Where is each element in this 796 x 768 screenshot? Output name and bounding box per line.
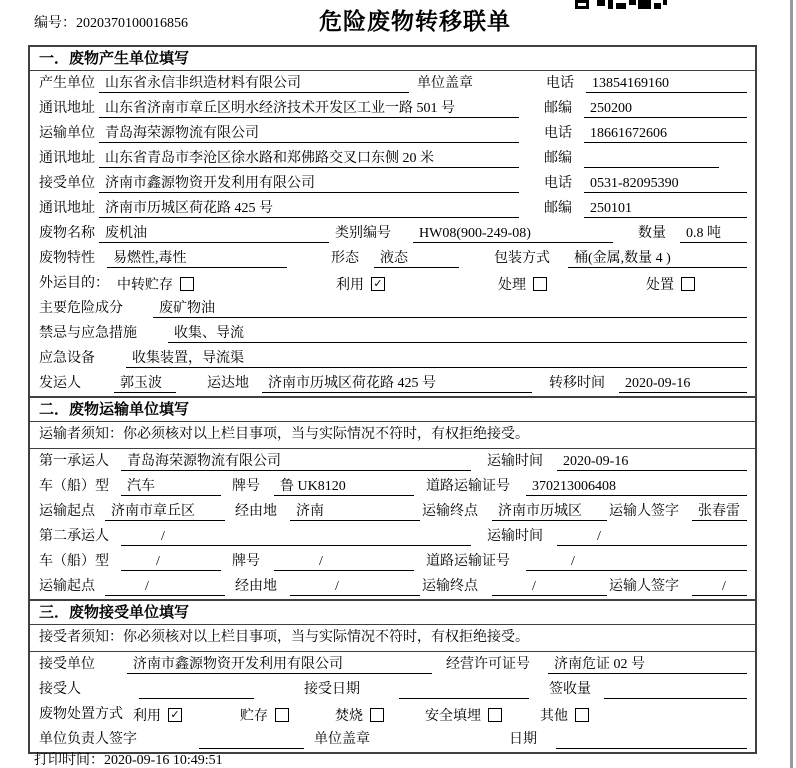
acceptor	[139, 681, 254, 699]
field-label: 邮编	[544, 101, 572, 116]
field-label: 包装方式	[494, 251, 550, 266]
disposal-utilize	[133, 706, 240, 724]
purpose-transfer-storage	[117, 275, 336, 293]
form-row	[30, 221, 755, 246]
purpose-dispose	[646, 275, 695, 293]
transporter-name: 青岛海荣源物流有限公司	[99, 125, 519, 143]
field-label: 电话	[544, 126, 572, 141]
waste-category-code: HW08(900-249-08)	[413, 225, 613, 243]
waste-characteristics: 易燃性,毒性	[107, 250, 287, 268]
section-receiver	[30, 599, 755, 752]
field-label: 发运人	[39, 376, 81, 391]
disposal-storage	[240, 706, 335, 724]
form-row	[30, 196, 755, 221]
field-label: 接受人	[39, 682, 81, 697]
form-row	[30, 271, 755, 296]
field-label: 运输单位	[39, 126, 95, 141]
emergency-equipment: 收集装置，导流渠	[126, 350, 747, 368]
receive-date	[556, 731, 747, 749]
field-label: 车（船）型	[39, 479, 109, 494]
transporter-postcode	[584, 150, 719, 168]
accept-unit: 济南市鑫源物资开发利用有限公司	[127, 656, 432, 674]
field-label: 经由地	[235, 504, 277, 519]
second-carrier: /	[121, 528, 471, 546]
section-transport	[30, 396, 755, 599]
unchecked-checkbox-icon	[275, 708, 289, 722]
notice-text: 运输者须知：你必须核对以上栏目事项，当与实际情况不符时，有权拒绝接受。	[30, 422, 755, 449]
section-title: 二．废物运输单位填写	[30, 398, 755, 422]
field-label: 转移时间	[549, 376, 605, 391]
form-row	[30, 346, 755, 371]
form-row	[30, 296, 755, 321]
form-row	[30, 371, 755, 396]
qr-code-fragment	[575, 0, 667, 9]
checkbox-label: 焚烧	[335, 709, 363, 724]
field-label: 接受单位	[39, 657, 95, 672]
form-row	[30, 449, 755, 474]
field-label: 主要危险成分	[39, 301, 123, 316]
unchecked-checkbox-icon	[681, 277, 695, 291]
first-plate-number: 鲁 UK8120	[274, 478, 414, 496]
field-label: 禁忌与应急措施	[39, 326, 137, 341]
first-origin: 济南市章丘区	[105, 503, 225, 521]
form-row	[30, 121, 755, 146]
form-row	[30, 321, 755, 346]
field-label: 通讯地址	[39, 201, 95, 216]
form-row	[30, 71, 755, 96]
field-label: 经由地	[235, 579, 277, 594]
field-label: 废物特性	[39, 251, 95, 266]
checkbox-label: 利用	[336, 278, 364, 293]
waste-quantity: 0.8 吨	[680, 225, 747, 243]
second-transport-date: /	[557, 528, 747, 546]
notice-text: 接受者须知：你必须核对以上栏目事项，当与实际情况不符时，有权拒绝接受。	[30, 625, 755, 652]
checkbox-label: 中转贮存	[117, 278, 173, 293]
first-carrier: 青岛海荣源物流有限公司	[121, 453, 471, 471]
checkbox-label: 利用	[133, 709, 161, 724]
print-time-label: 打印时间：	[34, 753, 104, 768]
unit-head-signature	[199, 731, 304, 749]
checked-checkbox-icon: ✓	[168, 708, 182, 722]
field-label: 接受单位	[39, 176, 95, 191]
second-road-transport-permit: /	[526, 553, 747, 571]
checkbox-label: 其他	[540, 709, 568, 724]
producer-phone: 13854169160	[586, 75, 747, 93]
field-label: 类别编号	[335, 226, 391, 241]
checkbox-label: 安全填埋	[425, 709, 481, 724]
disposal-secure-landfill	[425, 706, 540, 724]
consignor: 郭玉波	[114, 375, 176, 393]
section-rows	[30, 652, 755, 752]
disposal-other	[540, 706, 589, 724]
form-row	[30, 474, 755, 499]
second-plate-number: /	[274, 553, 414, 571]
waste-name: 废机油	[99, 225, 329, 243]
field-label: 车（船）型	[39, 554, 109, 569]
form-row	[30, 246, 755, 271]
accept-date	[399, 681, 529, 699]
field-label: 运输人签字	[609, 504, 679, 519]
signed-quantity	[604, 681, 747, 699]
receiver-address: 济南市历城区荷花路 425 号	[99, 200, 519, 218]
field-label: 日期	[509, 732, 537, 747]
transporter-phone: 18661672606	[584, 125, 747, 143]
transfer-date: 2020-09-16	[619, 375, 747, 393]
field-label: 邮编	[544, 201, 572, 216]
field-label: 外运目的：	[39, 276, 109, 291]
receiver-postcode: 250101	[584, 200, 747, 218]
unchecked-checkbox-icon	[180, 277, 194, 291]
field-label: 经营许可证号	[446, 657, 530, 672]
field-label: 接受日期	[304, 682, 360, 697]
field-label: 数量	[638, 226, 666, 241]
field-label: 通讯地址	[39, 101, 95, 116]
second-carrier-signature: /	[692, 578, 747, 596]
first-via: 济南	[290, 503, 420, 521]
form-row	[30, 574, 755, 599]
form-row	[30, 524, 755, 549]
form-number-value: 2020370100016856	[76, 16, 188, 31]
field-label: 运达地	[207, 376, 249, 391]
checkbox-label: 处理	[498, 278, 526, 293]
section-rows	[30, 71, 755, 396]
purpose-treat	[498, 275, 646, 293]
unit-seal-label: 单位盖章	[417, 76, 473, 91]
field-label: 牌号	[232, 554, 260, 569]
print-time-value: 2020-09-16 10:49:51	[104, 753, 223, 768]
second-origin: /	[105, 578, 225, 596]
waste-form: 液态	[374, 250, 459, 268]
purpose-utilize	[336, 275, 498, 293]
form-row	[30, 549, 755, 574]
first-road-transport-permit: 370213006408	[526, 478, 747, 496]
field-label: 单位负责人签字	[39, 732, 137, 747]
field-label: 第二承运人	[39, 529, 109, 544]
section-title: 三．废物接受单位填写	[30, 601, 755, 625]
contraindications-emergency-measures: 收集、导流	[168, 325, 747, 343]
section-title: 一．废物产生单位填写	[30, 47, 755, 71]
form-row	[30, 677, 755, 702]
field-label: 运输时间	[487, 454, 543, 469]
disposal-incineration	[335, 706, 425, 724]
section-producer	[30, 47, 755, 396]
field-label: 运输人签字	[609, 579, 679, 594]
producer-address: 山东省济南市章丘区明水经济技术开发区工业一路 501 号	[99, 100, 519, 118]
field-label: 产生单位	[39, 76, 95, 91]
first-vehicle-type: 汽车	[121, 478, 221, 496]
main-hazardous-components: 废矿物油	[153, 300, 747, 318]
checked-checkbox-icon: ✓	[371, 277, 385, 291]
page-title: 危险废物转移联单	[319, 8, 511, 34]
field-label: 废物处置方式	[39, 707, 123, 722]
first-carrier-signature: 张春雷	[692, 503, 747, 521]
first-transport-date: 2020-09-16	[557, 453, 747, 471]
receiver-name: 济南市鑫源物资开发利用有限公司	[99, 175, 519, 193]
field-label: 道路运输证号	[426, 479, 510, 494]
field-label: 运输起点	[39, 579, 95, 594]
section-rows	[30, 449, 755, 599]
field-label: 电话	[546, 76, 574, 91]
field-label: 运输起点	[39, 504, 95, 519]
form-row	[30, 499, 755, 524]
unit-seal-label: 单位盖章	[314, 732, 370, 747]
receiver-phone: 0531-82095390	[584, 175, 747, 193]
form-row	[30, 96, 755, 121]
field-label: 第一承运人	[39, 454, 109, 469]
field-label: 运输终点	[422, 579, 478, 594]
field-label: 废物名称	[39, 226, 95, 241]
print-time	[34, 749, 223, 768]
field-label: 形态	[331, 251, 359, 266]
field-label: 通讯地址	[39, 151, 95, 166]
business-license-number: 济南危证 02 号	[548, 656, 747, 674]
field-label: 电话	[544, 176, 572, 191]
field-label: 运输时间	[487, 529, 543, 544]
form-row	[30, 652, 755, 677]
field-label: 邮编	[544, 151, 572, 166]
checkbox-label: 处置	[646, 278, 674, 293]
transporter-address: 山东省青岛市李沧区徐水路和郑佛路交叉口东侧 20 米	[99, 150, 519, 168]
producer-name: 山东省永信非织造材料有限公司	[99, 75, 409, 93]
field-label: 道路运输证号	[426, 554, 510, 569]
unchecked-checkbox-icon	[533, 277, 547, 291]
unchecked-checkbox-icon	[488, 708, 502, 722]
page-edge	[790, 0, 793, 768]
form-row	[30, 171, 755, 196]
waste-packaging: 桶(金属,数量 4 )	[568, 250, 747, 268]
second-via: /	[290, 578, 420, 596]
form-row	[30, 702, 755, 727]
first-endpoint: 济南市历城区	[492, 503, 607, 521]
field-label: 应急设备	[39, 351, 95, 366]
unchecked-checkbox-icon	[575, 708, 589, 722]
transfer-form	[28, 45, 757, 754]
form-number-label: 编号：	[34, 16, 76, 31]
form-row	[30, 146, 755, 171]
destination: 济南市历城区荷花路 425 号	[262, 375, 532, 393]
second-endpoint: /	[492, 578, 607, 596]
checkbox-label: 贮存	[240, 709, 268, 724]
field-label: 签收量	[549, 682, 591, 697]
second-vehicle-type: /	[121, 553, 221, 571]
field-label: 运输终点	[422, 504, 478, 519]
unchecked-checkbox-icon	[370, 708, 384, 722]
field-label: 牌号	[232, 479, 260, 494]
producer-postcode: 250200	[584, 100, 747, 118]
